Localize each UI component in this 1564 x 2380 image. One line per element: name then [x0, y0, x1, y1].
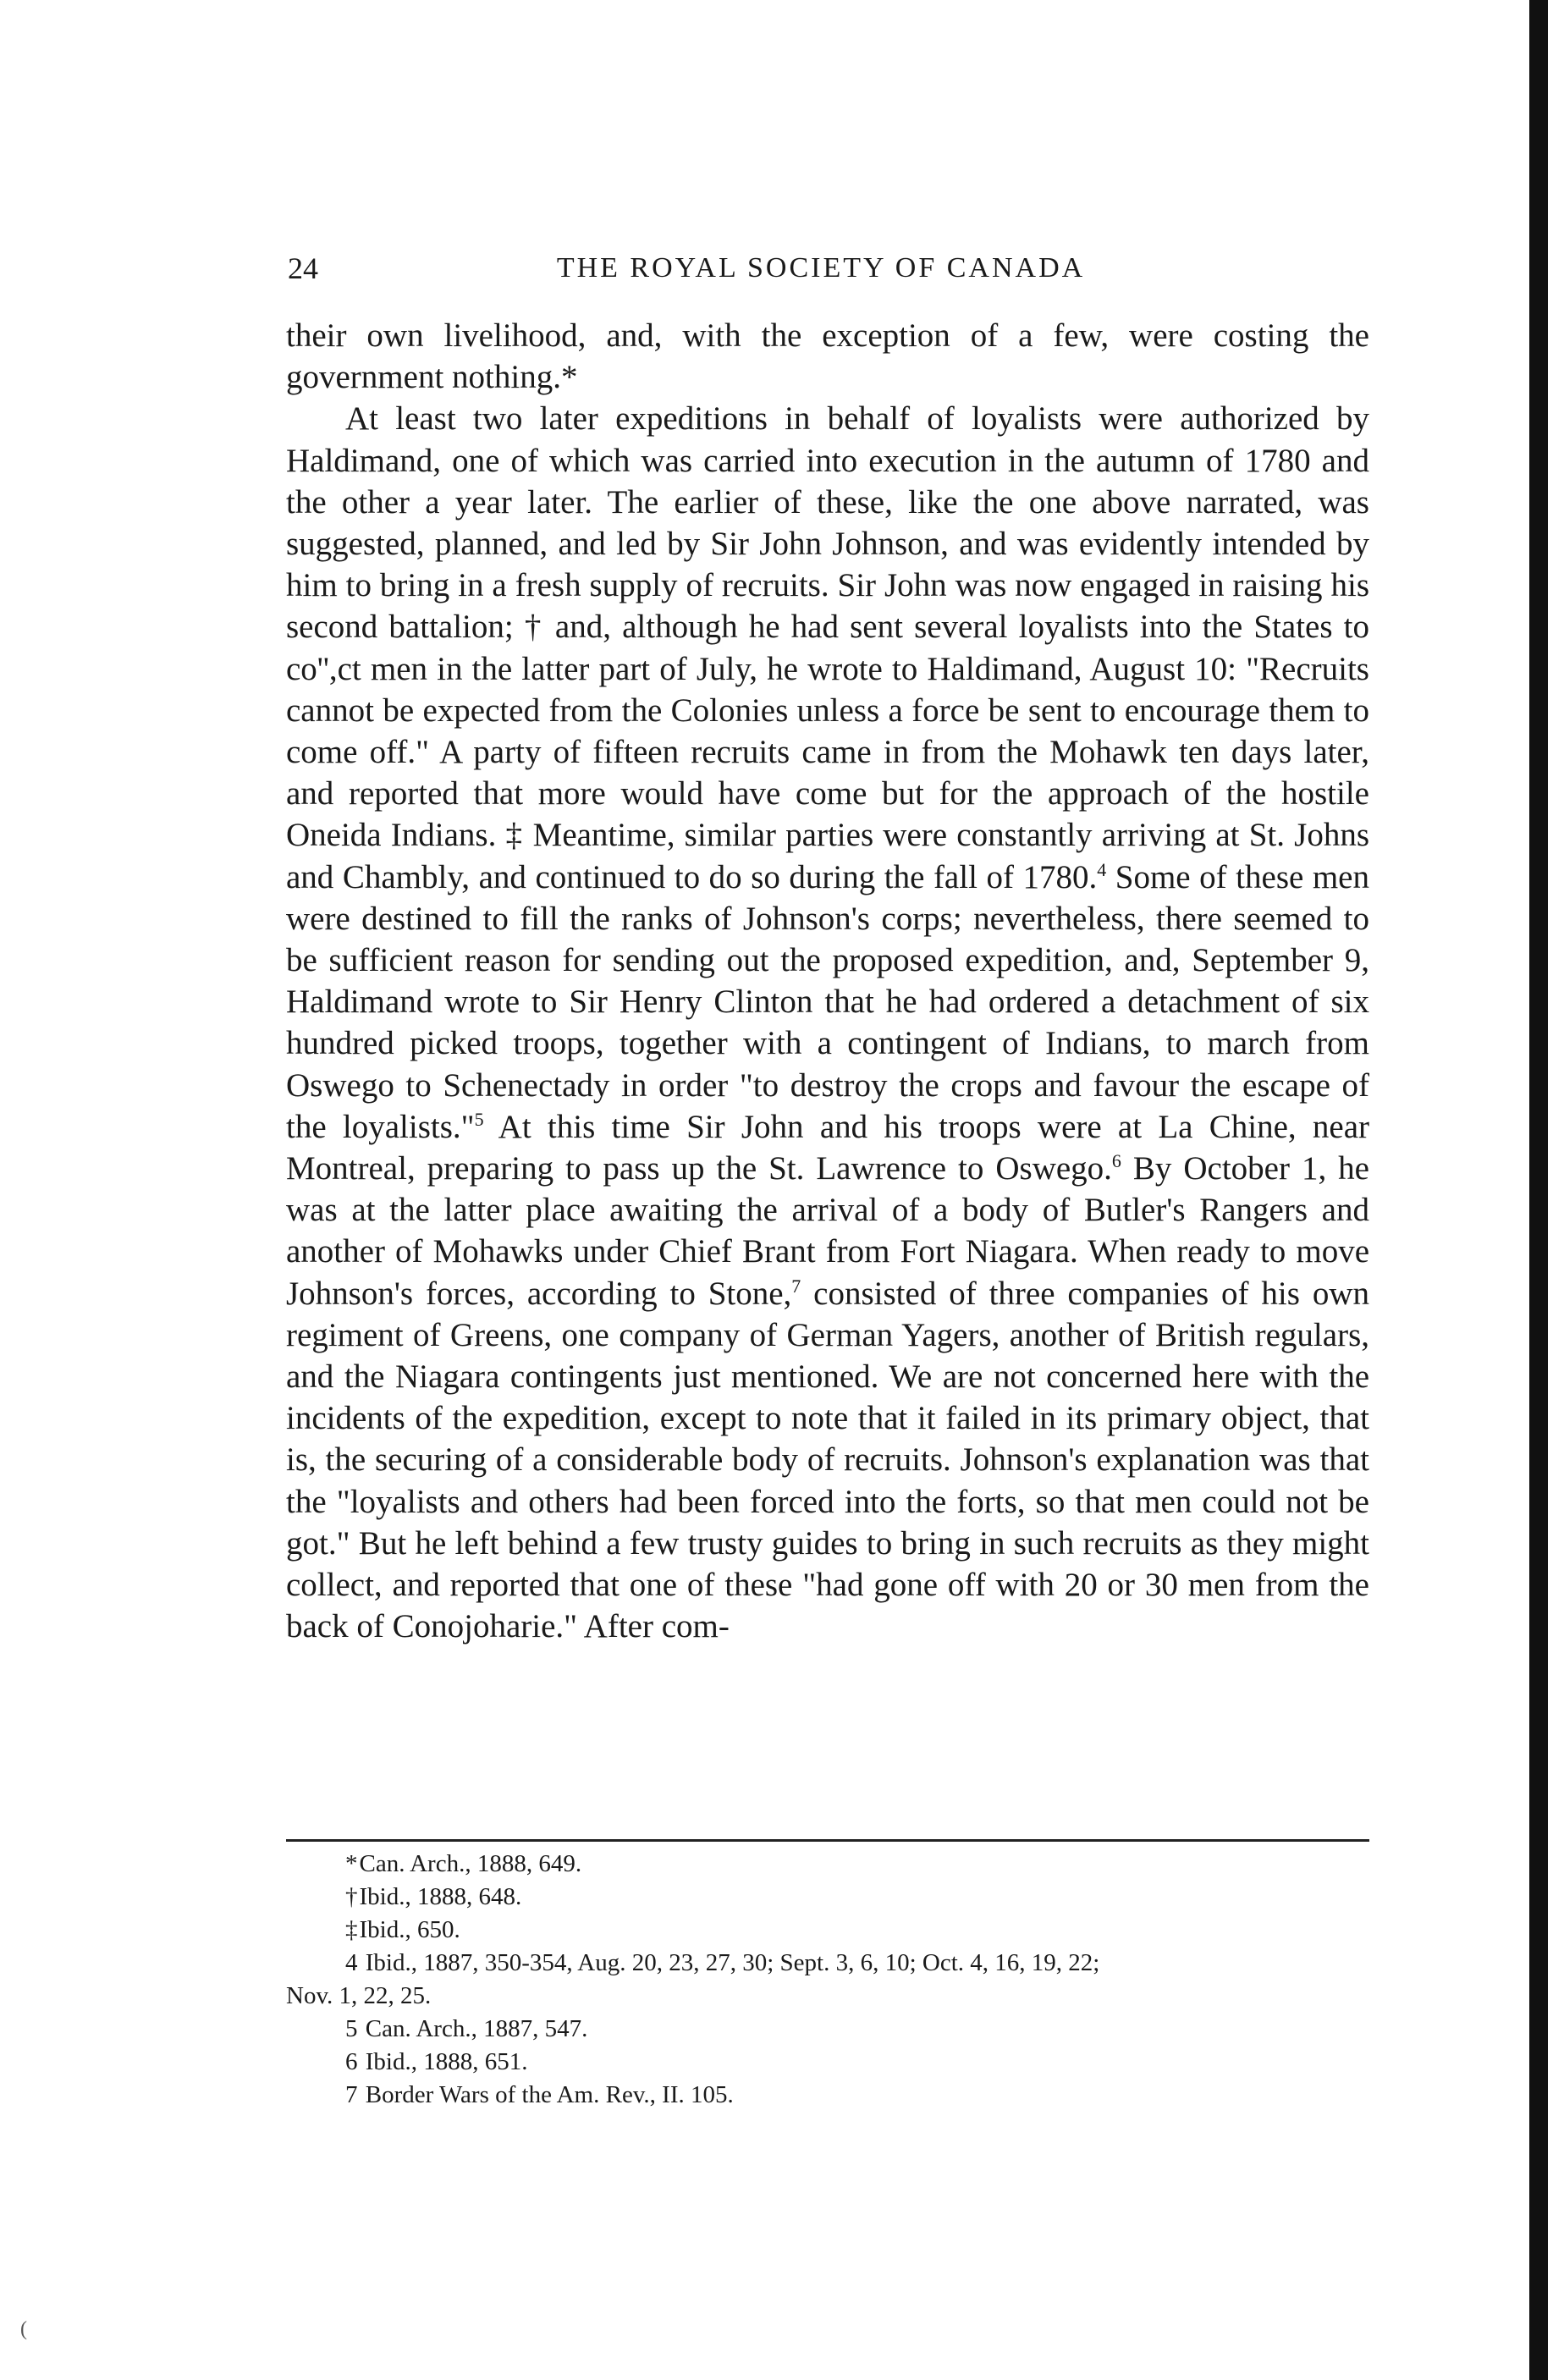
- paragraph-2-part-b: Some of these men were destined to fill the ranks of Johnson's corps; nevertheless, there seemed to be sufficient reason for sending out the proposed expedition, and, September 9, Haldimand wrote to Sir Henry Clinton that he had ordered a detachment of six hundred picked troops, together with a contingent of Indians, to march from Oswego to Schenectady in order "to destroy the crops and favour the escape of the loyalists.": [286, 858, 1369, 1145]
- footnote-text: Ibid., 1887, 350-354, Aug. 20, 23, 27, 30; Sept. 3, 6, 10; Oct. 4, 16, 19, 22;: [359, 1949, 1100, 1976]
- footnote-text: Nov. 1, 22, 25.: [286, 1982, 432, 2009]
- paragraph-2-part-a: At least two later expeditions in behalf of loyalists were authorized by Haldimand, one of which was carried into execution in the autumn of 1780 and the other a year later. The earlier of these, like the one above narrated, was suggested, planned, and led by Sir John Johnson, and was evidently intended by him to bring in a fresh supply of recruits. Sir John was now engaged in raising his second battalion; † and, although he had sent several loyalists into the States to co'',ct men in the latter part of July, he wrote to Haldimand, August 10: "Recruits cannot be expected from the Colonies unless a force be sent to encourage them to come off." A party of fifteen recruits came in from the Mohawk ten days later, and reported that more would have come but for the approach of the hostile Oneida Indians. ‡ Meantime, similar parties were constantly arriving at St. Johns and Chambly, and continued to do so during the fall of 1780.: [286, 400, 1369, 895]
- paragraph-2-part-d: By October 1, he was at the latter place awaiting the arrival of a body of Butler's Rangers and another of Mohawks under Chief Brant from Fort Niagara. When ready to move Johnson's forces, according to Stone,: [286, 1150, 1369, 1312]
- running-title: THE ROYAL SOCIETY OF CANADA: [556, 252, 1086, 284]
- footnote-mark: 5: [345, 2015, 358, 2042]
- footnote-mark: *: [345, 1850, 358, 1877]
- footnote-continuation: [286, 1980, 1369, 2013]
- footnote-divider: [286, 1839, 1369, 1842]
- paragraph-1: their own livelihood, and, with the exception of a few, were costing the government nothing.*: [286, 317, 1369, 396]
- body-text: [286, 315, 1369, 1648]
- footnote-mark: 7: [345, 2081, 358, 2108]
- page-number: 24: [288, 251, 318, 285]
- footnote: [286, 1881, 1369, 1914]
- footnote: [286, 2013, 1369, 2046]
- footnote: [286, 2079, 1369, 2112]
- footnote-mark: †: [345, 1883, 358, 1910]
- stray-scan-mark: (: [20, 2318, 27, 2340]
- footnote-ref-7: 7: [791, 1275, 801, 1297]
- paragraph-2-part-e: consisted of three companies of his own regiment of Greens, one company of German Yagers, another of British regulars, and the Niagara contingents just mentioned. We are not concerned here with the incidents of the expedition, except to note that it failed in its primary object, that is, the securing of a considerable body of recruits. Johnson's explanation was that the "loyalists and others had been forced into the forts, so that men could not be got." But he left behind a few trusty guides to bring in such recruits as they might collect, and reported that one of these "had gone off with 20 or 30 men from the back of Conojoharie." After com-: [286, 1275, 1369, 1645]
- footnote-text: Ibid., 1888, 651.: [359, 2048, 528, 2075]
- footnote-ref-4: 4: [1097, 858, 1107, 880]
- paragraph-2: [286, 398, 1369, 1647]
- footnote-mark: 6: [345, 2048, 358, 2075]
- paragraph-2-part-c: At this time Sir John and his troops were at La Chine, near Montreal, preparing to pass up the St. Lawrence to Oswego.: [286, 1108, 1369, 1187]
- footnote: [286, 2046, 1369, 2079]
- page-header: [288, 247, 1354, 289]
- footnote-text: Can. Arch., 1888, 649.: [359, 1850, 582, 1877]
- footnote: [286, 1947, 1369, 1980]
- footnote: [286, 1848, 1369, 1881]
- scan-edge-bar: [1529, 0, 1548, 2380]
- footnote-text: Border Wars of the Am. Rev., II. 105.: [359, 2081, 734, 2108]
- footnote-text: Ibid., 1888, 648.: [359, 1883, 522, 1910]
- footnote-text: Ibid., 650.: [359, 1916, 460, 1943]
- footnote: [286, 1914, 1369, 1947]
- footnotes: [286, 1848, 1369, 2112]
- footnote-mark: 4: [345, 1949, 358, 1976]
- footnote-ref-6: 6: [1111, 1150, 1121, 1172]
- footnote-mark: ‡: [345, 1916, 358, 1943]
- footnote-text: Can. Arch., 1887, 547.: [359, 2015, 588, 2042]
- footnote-ref-5: 5: [474, 1108, 484, 1130]
